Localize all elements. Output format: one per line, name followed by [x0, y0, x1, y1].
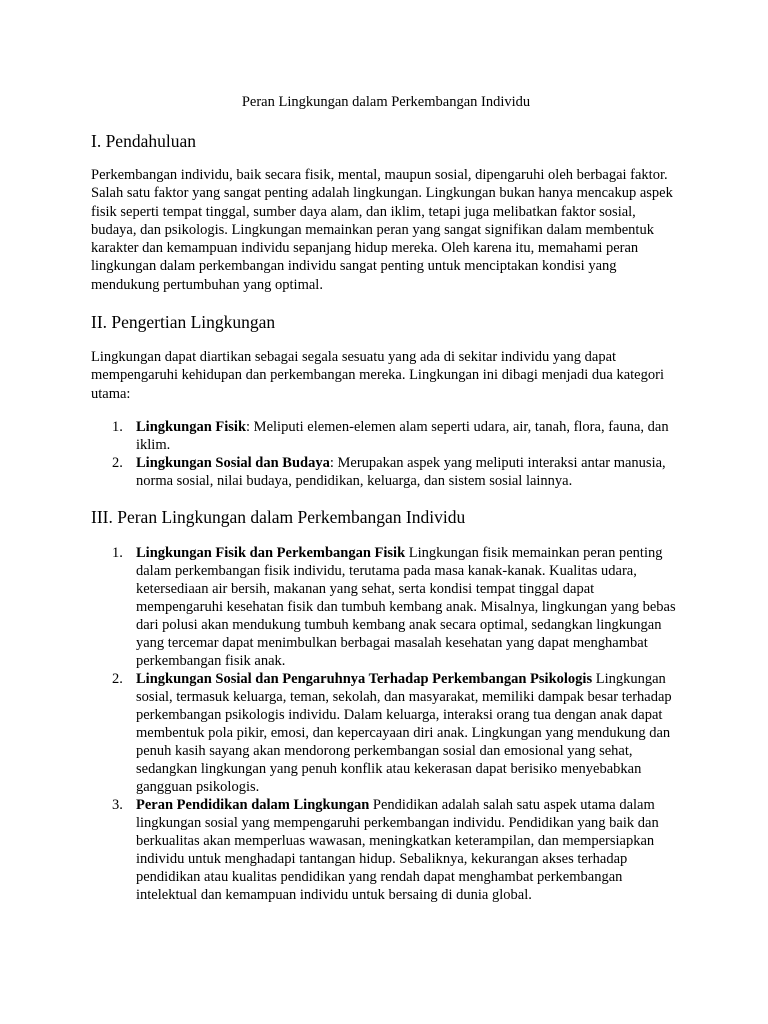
list-item-number: 2. — [112, 454, 123, 471]
list-item-text: Pendidikan adalah salah satu aspek utama dalam lingkungan sosial yang mempengaruhi perkembangan individu. Pendidikan yang baik dan berkualitas akan memperluas wawasan, meningkatkan keterampilan, dan mempersiapkan individu untuk menghadapi tantangan hidup. Sebaliknya, kekurangan akses terhadap pendidikan atau kualitas pendidikan yang rendah dapat menghambat perkembangan intelektual dan kemampuan individu untuk bersaing di dunia global. — [136, 796, 659, 903]
list-item-text: Lingkungan sosial, termasuk keluarga, teman, sekolah, dan masyarakat, memiliki dampak besar terhadap perkembangan psikologis individu. Dalam keluarga, interaksi orang tua dengan anak dapat membentuk pola pikir, emosi, dan kepercayaan diri anak. Lingkungan yang mendukung dan penuh kasih sayang akan mendorong perkembangan sosial dan emosional yang sehat, sedangkan lingkungan yang penuh konflik atau kekerasan dapat berisiko menyebabkan gangguan psikologis. — [136, 670, 672, 795]
list-item-text: : Merupakan aspek yang meliputi interaksi antar manusia, norma sosial, nilai budaya, pendidikan, keluarga, dan sistem sosial lainnya. — [136, 454, 666, 489]
document-page — [91, 92, 681, 904]
list-item — [91, 796, 681, 904]
list-item-term: Lingkungan Sosial dan Pengaruhnya Terhadap Perkembangan Psikologis — [136, 670, 593, 687]
list-item-number: 2. — [112, 670, 123, 687]
list-item — [91, 418, 681, 454]
section-2-paragraph: Lingkungan dapat diartikan sebagai segala sesuatu yang ada di sekitar individu yang dapat mempengaruhi kehidupan dan perkembangan mereka. Lingkungan ini dibagi menjadi dua kategori utama: — [91, 349, 664, 402]
list-item-term: Peran Pendidikan dalam Lingkungan — [136, 796, 370, 813]
list-item-text: Lingkungan fisik memainkan peran penting dalam perkembangan fisik individu, terutama pada masa kanak-kanak. Kualitas udara, ketersediaan air bersih, makanan yang sehat, serta kondisi tempat tinggal dapat mempengaruhi kesehatan fisik dan tumbuh kembang anak. Misalnya, lingkungan yang bebas dari polusi akan mendukung tumbuh kembang anak secara optimal, sedangkan lingkungan yang tercemar dapat menimbulkan berbagai masalah kesehatan yang dapat menghambat perkembangan fisik anak. — [136, 544, 676, 669]
list-item — [91, 454, 681, 490]
list-item-term: Lingkungan Fisik dan Perkembangan Fisik — [136, 544, 406, 561]
list-item-term: Lingkungan Sosial dan Budaya — [136, 454, 330, 471]
document-title: Peran Lingkungan dalam Perkembangan Individu — [241, 94, 531, 110]
section-3-list — [91, 544, 681, 904]
list-item-number: 1. — [112, 418, 123, 435]
list-item-number: 3. — [112, 796, 123, 813]
list-item — [91, 670, 681, 796]
section-1-paragraph: Perkembangan individu, baik secara fisik, mental, maupun sosial, dipengaruhi oleh berbagai faktor. Salah satu faktor yang sangat penting adalah lingkungan. Lingkungan bukan hanya mencakup aspek fisik seperti tempat tinggal, sumber daya alam, dan iklim, tetapi juga melibatkan faktor sosial, budaya, dan psikologis. Lingkungan memainkan peran yang sangat signifikan dalam membentuk karakter dan kemampuan individu sepanjang hidup mereka. Oleh karena itu, memahami peran lingkungan dalam perkembangan individu sangat penting untuk menciptakan kondisi yang mendukung pertumbuhan yang optimal. — [91, 167, 673, 293]
list-item-term: Lingkungan Fisik — [136, 418, 247, 435]
section-2-list — [91, 418, 681, 490]
list-item-text: : Meliputi elemen-elemen alam seperti udara, air, tanah, flora, fauna, dan iklim. — [136, 418, 669, 453]
list-item — [91, 544, 681, 670]
list-item-number: 1. — [112, 544, 123, 561]
section-2-heading: II. Pengertian Lingkungan — [91, 312, 276, 333]
section-3-heading: III. Peran Lingkungan dalam Perkembangan Individu — [91, 506, 466, 527]
section-1-heading: I. Pendahuluan — [91, 131, 196, 151]
